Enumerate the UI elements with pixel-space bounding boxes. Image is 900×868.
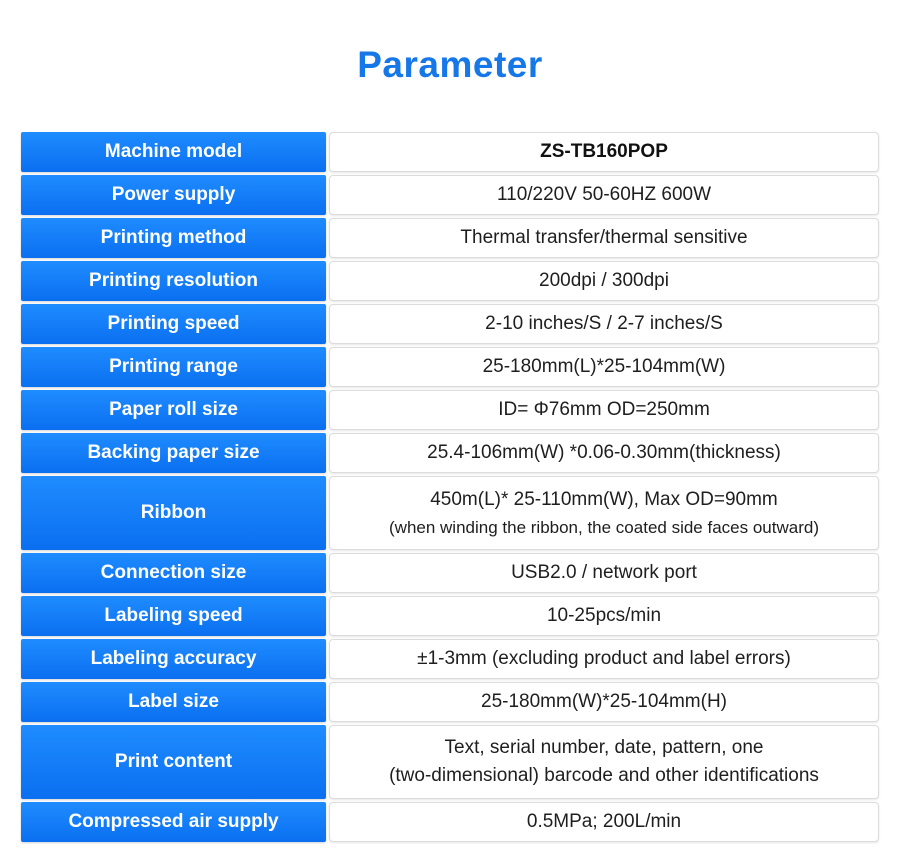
row-label: Labeling accuracy <box>21 639 326 679</box>
row-value <box>329 596 879 636</box>
row-value <box>329 639 879 679</box>
row-label: Printing speed <box>21 304 326 344</box>
table-row <box>21 218 879 258</box>
row-label: Labeling speed <box>21 596 326 636</box>
value-text: 25.4-106mm(W) *0.06-0.30mm(thickness) <box>427 441 781 463</box>
row-label: Connection size <box>21 553 326 593</box>
value-text: 2-10 inches/S / 2-7 inches/S <box>485 312 723 334</box>
table-row <box>21 347 879 387</box>
table-row <box>21 802 879 842</box>
value-note: (when winding the ribbon, the coated side faces outward) <box>389 517 819 537</box>
value-text: 110/220V 50-60HZ 600W <box>496 183 712 205</box>
row-label: Ribbon <box>21 476 326 550</box>
table-row <box>21 476 879 550</box>
table-row <box>21 304 879 344</box>
row-value <box>329 175 879 215</box>
row-value <box>329 347 879 387</box>
row-value <box>329 218 879 258</box>
row-label: Print content <box>21 725 326 799</box>
row-label: Paper roll size <box>21 390 326 430</box>
value-text: ZS-TB160POP <box>540 140 668 162</box>
row-value <box>329 553 879 593</box>
row-value <box>329 725 879 799</box>
value-text: Thermal transfer/thermal sensitive <box>460 226 748 248</box>
value-text: 10-25pcs/min <box>546 604 662 626</box>
table-row <box>21 433 879 473</box>
table-row <box>21 132 879 172</box>
table-row <box>21 682 879 722</box>
value-text: USB2.0 / network port <box>511 561 697 583</box>
value-text: 25-180mm(W)*25-104mm(H) <box>481 690 727 712</box>
row-label: Printing range <box>21 347 326 387</box>
value-text: 200dpi / 300dpi <box>539 269 669 291</box>
value-text: 25-180mm(L)*25-104mm(W) <box>482 355 726 377</box>
row-value <box>329 390 879 430</box>
row-label: Power supply <box>21 175 326 215</box>
table-row <box>21 596 879 636</box>
value-text-line2: (two-dimensional) barcode and other identifications <box>389 765 819 786</box>
row-value <box>329 261 879 301</box>
row-label: Compressed air supply <box>21 802 326 842</box>
table-row <box>21 175 879 215</box>
row-value <box>329 132 879 172</box>
value-text: Text, serial number, date, pattern, one <box>444 736 764 758</box>
row-label: Backing paper size <box>21 433 326 473</box>
table-row <box>21 639 879 679</box>
row-label: Printing method <box>21 218 326 258</box>
table-row <box>21 390 879 430</box>
row-value <box>329 802 879 842</box>
row-label: Printing resolution <box>21 261 326 301</box>
value-text: 450m(L)* 25-110mm(W), Max OD=90mm <box>430 489 778 510</box>
row-label: Machine model <box>21 132 326 172</box>
value-text: 0.5MPa; 200L/min <box>526 810 682 832</box>
row-value <box>329 476 879 550</box>
value-text: ±1-3mm (excluding product and label errors) <box>417 647 791 669</box>
table-row <box>21 261 879 301</box>
table-row <box>21 725 879 799</box>
row-value <box>329 304 879 344</box>
table-row <box>21 553 879 593</box>
row-value <box>329 682 879 722</box>
parameter-table <box>21 132 879 845</box>
page-title: Parameter <box>357 44 543 85</box>
value-text: ID= Φ76mm OD=250mm <box>498 398 710 420</box>
row-value <box>329 433 879 473</box>
row-label: Label size <box>21 682 326 722</box>
